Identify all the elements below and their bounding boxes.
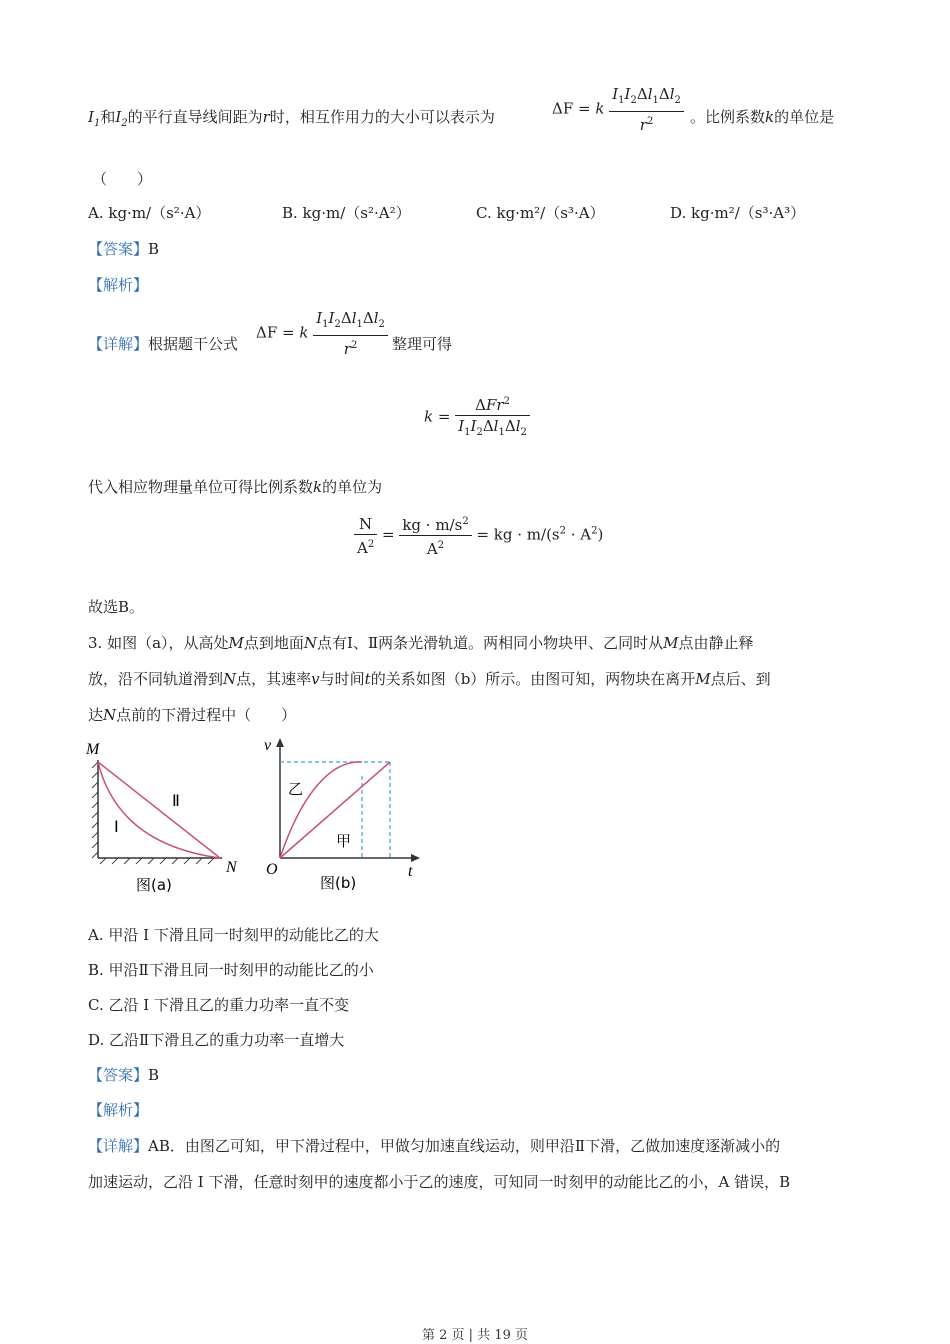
label-N: N [226,859,237,876]
page-footer: 第 2 页 | 共 19 页 [422,1328,528,1343]
q3-stem-line1: 3. 如图（a），从高处M点到地面N点有Ⅰ、Ⅱ两条光滑轨道。两相同小物块甲、乙同时从M点由静止释 [88,634,754,652]
label-M: M [86,741,100,758]
q2-option-d: D. kg·m²/（s³·A³） [670,204,806,222]
label-II: Ⅱ [172,793,180,810]
caption-b: 图(b) [320,874,357,892]
curve-jia [280,762,390,858]
q2-unit-formula: $\frac{N}{A^2}$ = $\frac{kg \cdot m/s^2}{A^2}$ = kg · $m/(s^2 \cdot A^2)$ [354,512,603,559]
label-jia: 甲 [336,832,352,850]
q3-option-a: A. 甲沿 I 下滑且同一时刻甲的动能比乙的大 [88,926,379,944]
q3-option-c: C. 乙沿 I 下滑且乙的重力功率一直不变 [88,996,349,1014]
q2-var-I1: $I_1$ [88,108,101,129]
q3-detail-line1: 【详解】AB．由图乙可知，甲下滑过程中，甲做匀加速直线运动，则甲沿Ⅱ下滑，乙做加速度逐渐减小的 [88,1137,781,1155]
q2-force-formula: ΔF = k $\frac{I_1I_2\Delta l_1\Delta l_2}{r^2}$ [552,84,684,135]
label-t: t [408,863,413,880]
axis-v-arrow [276,738,284,747]
q2-var-r: r [262,108,270,126]
q2-detail-text2: 整理可得 [392,335,453,353]
track-II [98,762,220,858]
q3-stem-line2: 放，沿不同轨道滑到N点，其速率v与时间t的关系如图（b）所示。由图可知，两物块在离开M点后、到 [88,670,771,688]
label-yi: 乙 [288,780,304,798]
q3-option-b: B. 甲沿Ⅱ下滑且同一时刻甲的动能比乙的小 [88,961,374,979]
label-I: Ⅰ [114,819,119,836]
q3-stem-line3: 达N点前的下滑过程中（ ） [88,706,297,724]
q2-stem-mid2: 时，相互作用力的大小可以表示为 [269,108,495,126]
q2-option-b: B. kg·m/（s²·A²） [282,204,411,222]
wall-hatch [92,762,214,864]
axis-t-arrow [411,854,420,862]
q2-k-formula: k = $\frac{\Delta Fr^2}{I_1I_2\Delta l_1\Delta l_2}$ [424,392,530,443]
q2-stem-mid: 的平行直导线间距为 [127,108,263,126]
q3-option-d: D. 乙沿Ⅱ下滑且乙的重力功率一直增大 [88,1031,345,1049]
q2-option-a: A. kg·m/（s²·A） [88,204,211,222]
q2-and: 和 [100,108,116,126]
q2-conclusion: 故选B。 [88,598,145,616]
q3-analysis-tag: 【解析】 [88,1101,149,1119]
q2-paren: （ ） [92,170,153,188]
q2-detail-line: 【详解】根据题干公式 [88,335,239,353]
q2-option-c: C. kg·m²/（s³·A） [476,204,605,222]
q2-answer: 【答案】B [88,240,160,258]
q2-substitute-line: 代入相应物理量单位可得比例系数k的单位为 [88,478,383,496]
caption-a: 图(a) [136,876,172,894]
q2-var-I2: $I_2$ [115,108,128,129]
q2-detail-formula: ΔF = k $\frac{I_1I_2\Delta l_1\Delta l_2}{r^2}$ [256,308,388,359]
q3-figure-b [262,732,432,902]
q2-stem-end: 。比例系数k的单位是 [690,108,835,126]
label-v: v [264,737,272,754]
q3-answer: 【答案】B [88,1066,160,1084]
q3-detail-line2: 加速运动，乙沿 I 下滑，任意时刻甲的速度都小于乙的速度，可知同一时刻甲的动能比乙的小，A 错误，B [88,1173,791,1191]
q2-analysis-tag: 【解析】 [88,276,149,294]
q2-stem-line1 [88,106,495,135]
label-O: O [266,861,278,878]
q3-figure-a [84,732,254,902]
